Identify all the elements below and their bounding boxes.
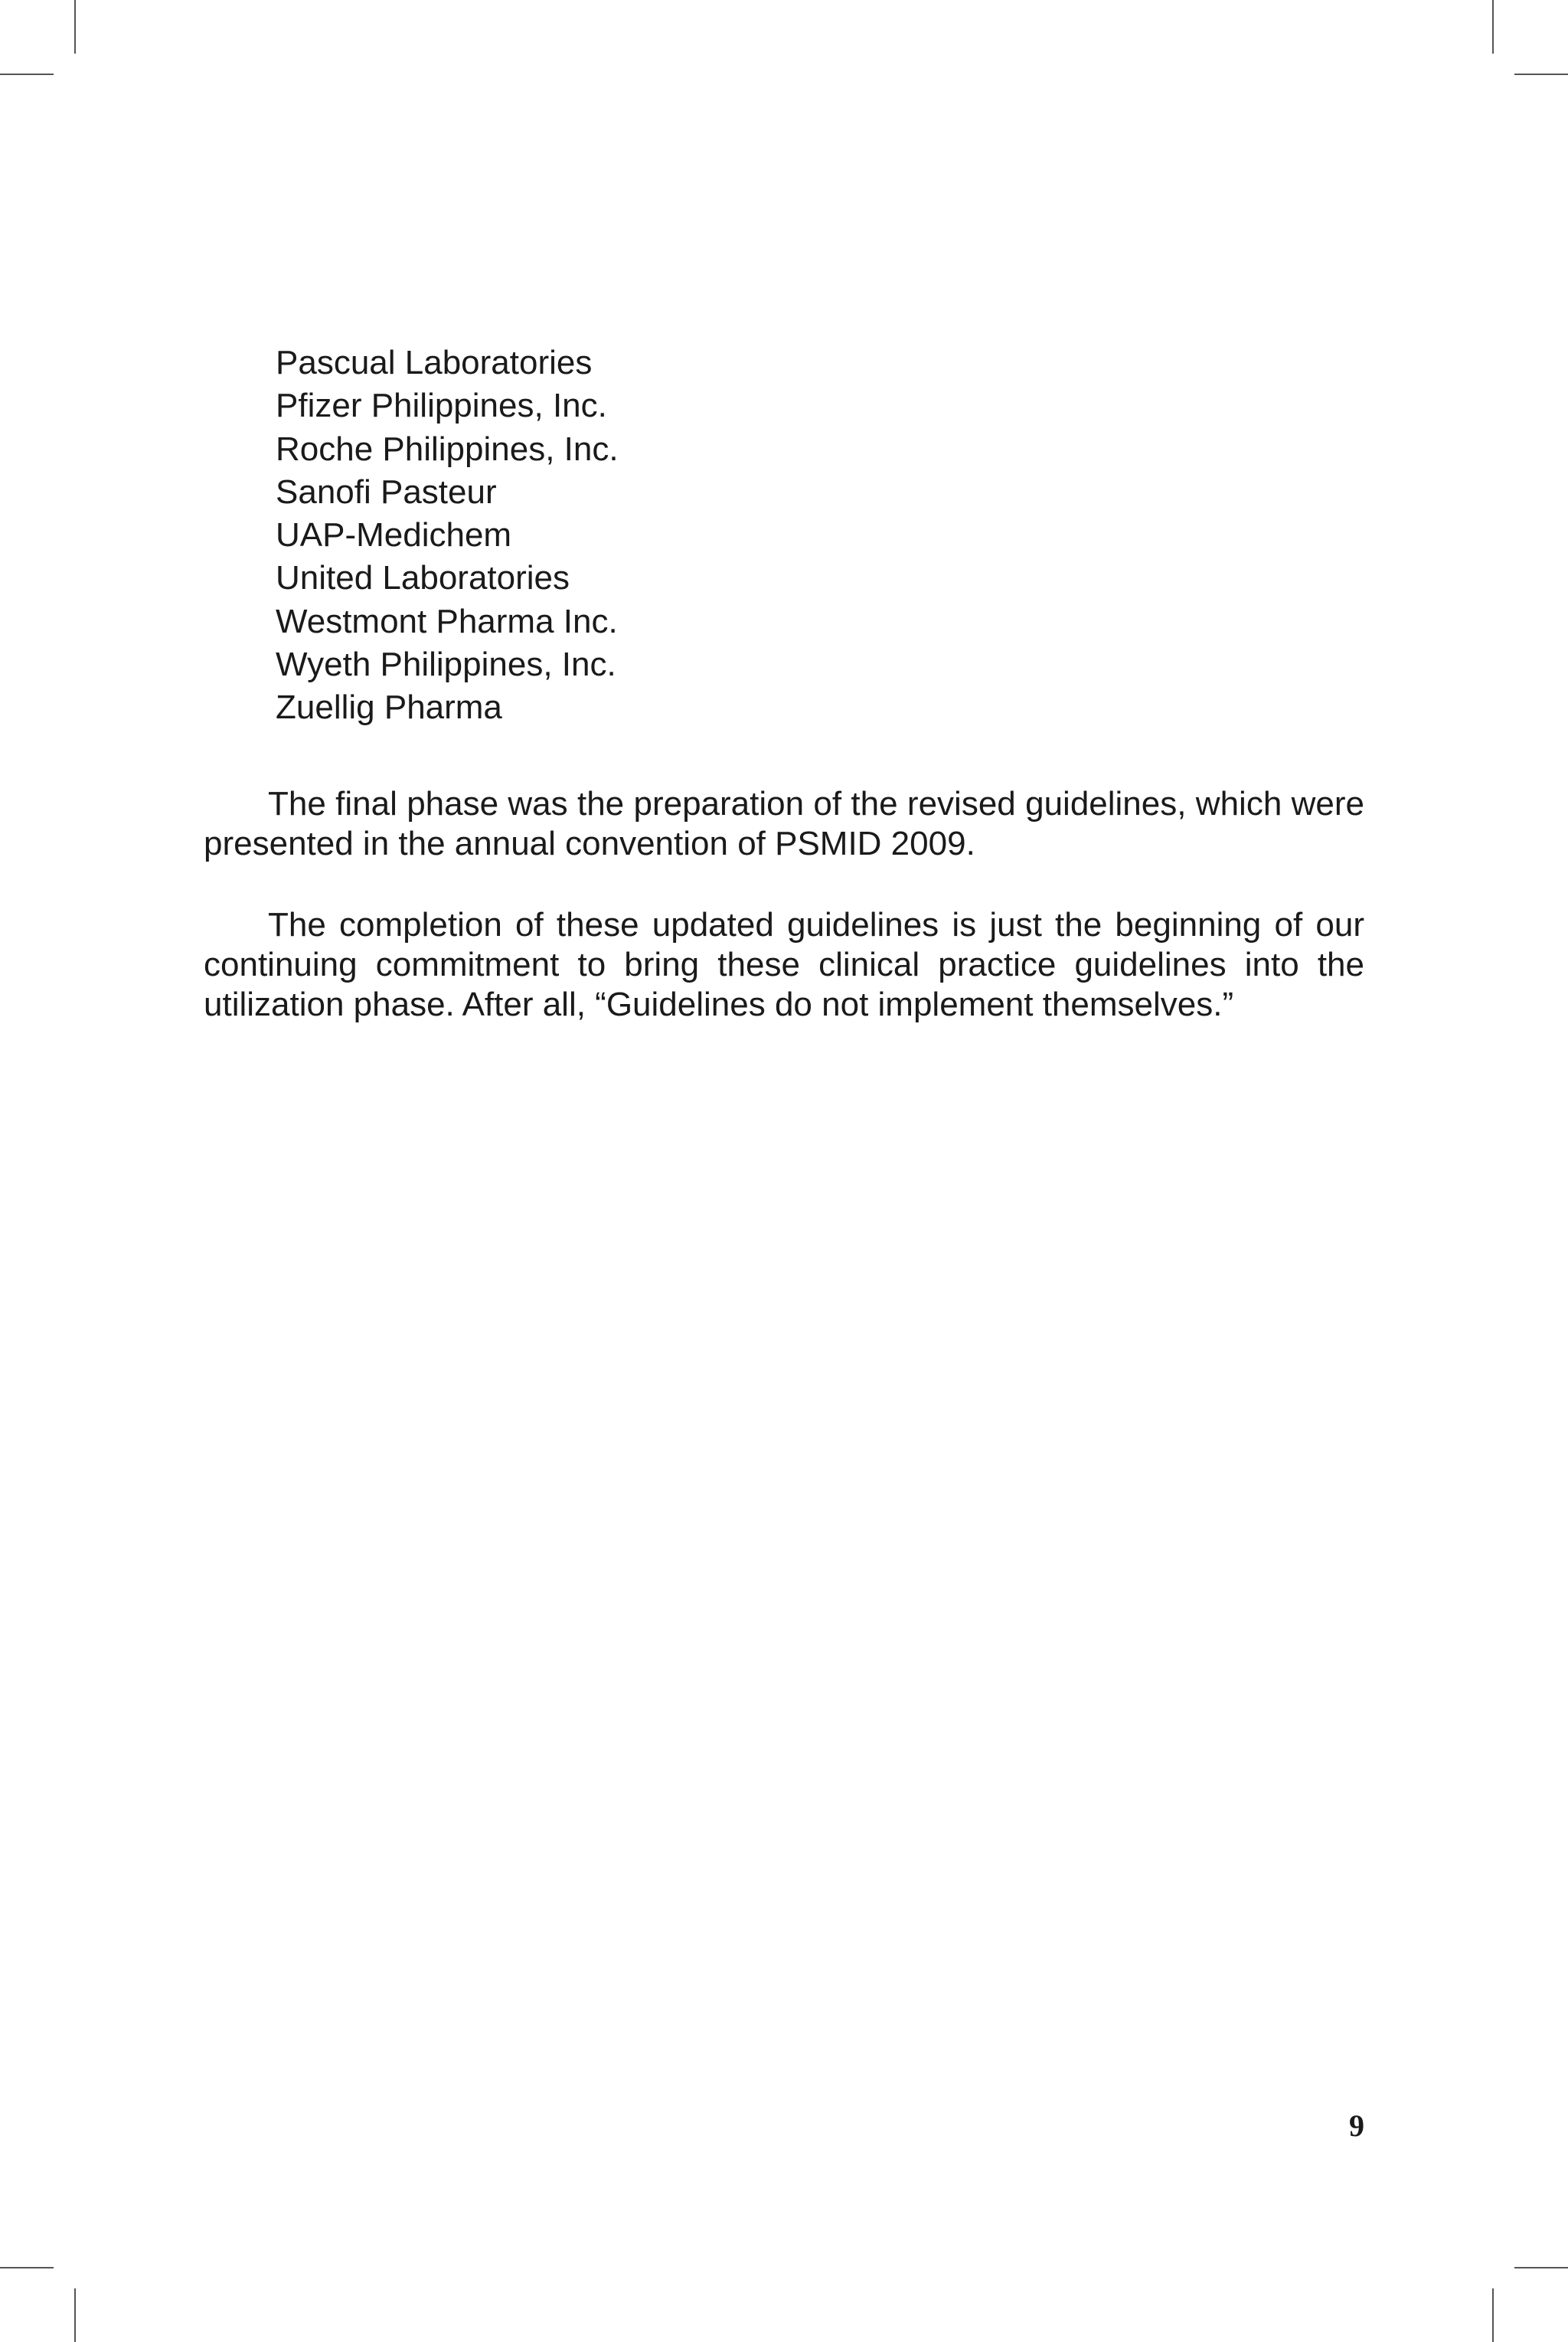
crop-mark-top-left-vertical bbox=[74, 0, 76, 54]
crop-mark-top-right-vertical bbox=[1492, 0, 1494, 54]
sponsor-item: Westmont Pharma Inc. bbox=[276, 602, 618, 640]
paragraph-completion: The completion of these updated guidelines is just the beginning of our continuing commitment to bring these clinical practice guidelines into the utilization phase. After all, “Guidelines do not implement themselves.” bbox=[204, 906, 1364, 1023]
sponsor-item: Zuellig Pharma bbox=[276, 689, 502, 727]
sponsor-item: Roche Philippines, Inc. bbox=[276, 430, 619, 468]
sponsor-item: Wyeth Philippines, Inc. bbox=[276, 646, 616, 684]
sponsor-item: Sanofi Pasteur bbox=[276, 473, 497, 511]
crop-mark-bottom-right-horizontal bbox=[1514, 2267, 1568, 2268]
crop-mark-bottom-left-horizontal bbox=[0, 2267, 54, 2268]
paragraph-final-phase: The final phase was the preparation of the revised guidelines, which were presented in the annual convention of PSMID 2009. bbox=[204, 785, 1364, 862]
sponsor-list bbox=[276, 342, 619, 730]
sponsor-item: United Laboratories bbox=[276, 559, 570, 597]
crop-mark-top-left-horizontal bbox=[0, 74, 54, 75]
crop-mark-bottom-right-vertical bbox=[1492, 2288, 1494, 2342]
sponsor-item: UAP-Medichem bbox=[276, 516, 512, 554]
sponsor-item: Pfizer Philippines, Inc. bbox=[276, 387, 607, 425]
crop-mark-top-right-horizontal bbox=[1514, 74, 1568, 75]
sponsor-item: Pascual Laboratories bbox=[276, 344, 593, 381]
crop-mark-bottom-left-vertical bbox=[74, 2288, 76, 2342]
page-number: 9 bbox=[1349, 2108, 1364, 2143]
